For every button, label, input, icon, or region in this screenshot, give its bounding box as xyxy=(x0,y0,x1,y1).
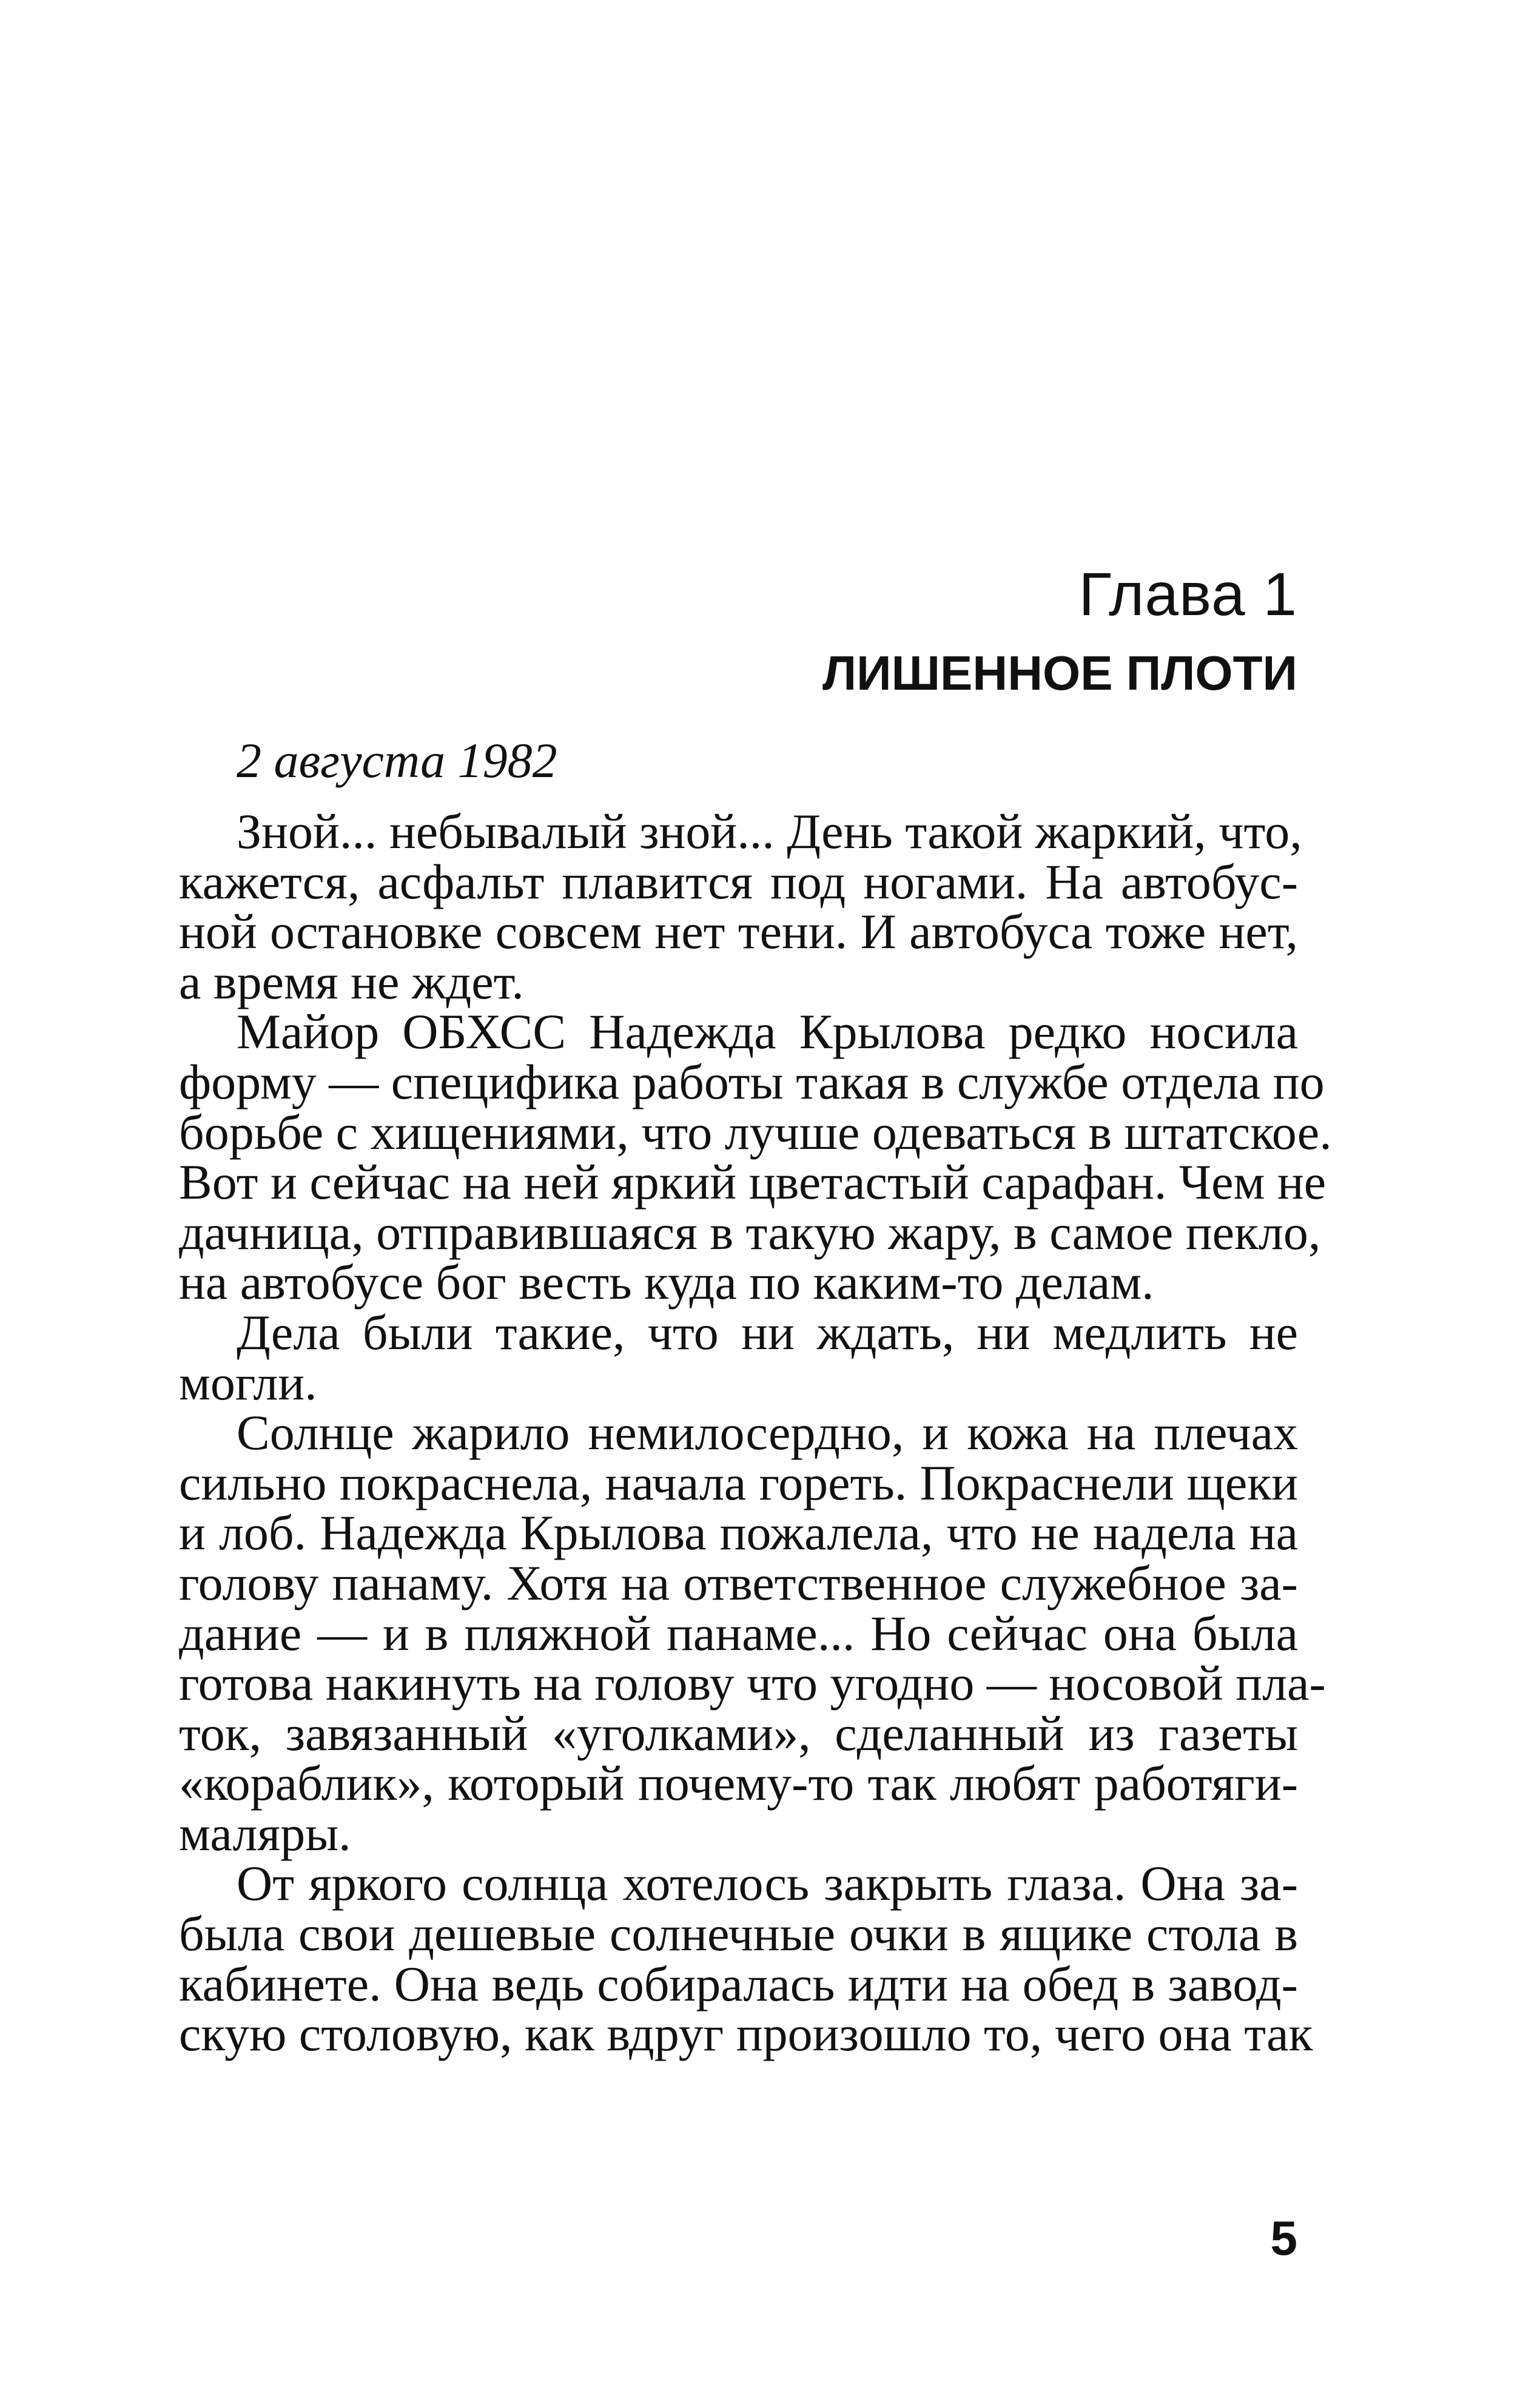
text-line: Вот и сейчас на ней яркий цветастый сарафан. Чем не xyxy=(179,1154,1326,1210)
text-line: могли. xyxy=(179,1355,317,1410)
text-line: готова накинуть на голову что угодно — носовой пла- xyxy=(179,1655,1326,1711)
chapter-label: Глава 1 xyxy=(1078,561,1297,628)
body-text xyxy=(179,804,1332,2062)
text-line: ной остановке совсем нет тени. И автобуса тоже нет, xyxy=(179,904,1298,960)
text-line: дачница, отправившаяся в такую жару, в самое пекло, xyxy=(179,1204,1321,1260)
text-line: голову панаму. Хотя на ответственное служебное за- xyxy=(179,1555,1298,1611)
text-line: и лоб. Надежда Крылова пожалела, что не надела на xyxy=(179,1505,1298,1561)
text-line: Зной... небывалый зной... День такой жаркий, что, xyxy=(237,804,1302,859)
text-line: скую столовую, как вдруг произошло то, чего она так xyxy=(179,2006,1313,2062)
chapter-title: ЛИШЕННОЕ ПЛОТИ xyxy=(822,646,1297,700)
text-line: дание — и в пляжной панаме... Но сейчас она была xyxy=(179,1605,1298,1661)
text-line: на автобусе бог весть куда по каким-то делам. xyxy=(179,1254,1154,1310)
text-line: маляры. xyxy=(179,1805,351,1861)
text-line: Дела были такие, что ни ждать, ни медлить не xyxy=(237,1304,1298,1360)
text-line: борьбе с хищениями, что лучше одеваться в штатское. xyxy=(179,1104,1332,1160)
text-line: форму — специфика работы такая в службе отдела по xyxy=(179,1054,1325,1109)
text-line: сильно покраснела, начала гореть. Покраснели щеки xyxy=(179,1455,1298,1510)
text-line: а время не ждет. xyxy=(179,954,524,1009)
text-line: Солнце жарило немилосердно, и кожа на плечах xyxy=(237,1405,1298,1461)
text-line: «кораблик», который почему-то так любят работяги- xyxy=(179,1756,1298,1811)
text-line: кажется, асфальт плавится под ногами. На автобус- xyxy=(179,853,1298,909)
text-line: кабинете. Она ведь собиралась идти на обед в завод- xyxy=(179,1956,1298,2011)
date-line: 2 августа 1982 xyxy=(237,733,557,788)
text-line: была свои дешевые солнечные очки в ящике стола в xyxy=(179,1906,1298,1962)
text-line: Майор ОБХСС Надежда Крылова редко носила xyxy=(237,1004,1298,1060)
page-number: 5 xyxy=(1270,2211,1297,2265)
text-line: От яркого солнца хотелось закрыть глаза. Она за- xyxy=(237,1856,1298,1911)
text-line: ток, завязанный «уголками», сделанный из газеты xyxy=(179,1705,1298,1761)
